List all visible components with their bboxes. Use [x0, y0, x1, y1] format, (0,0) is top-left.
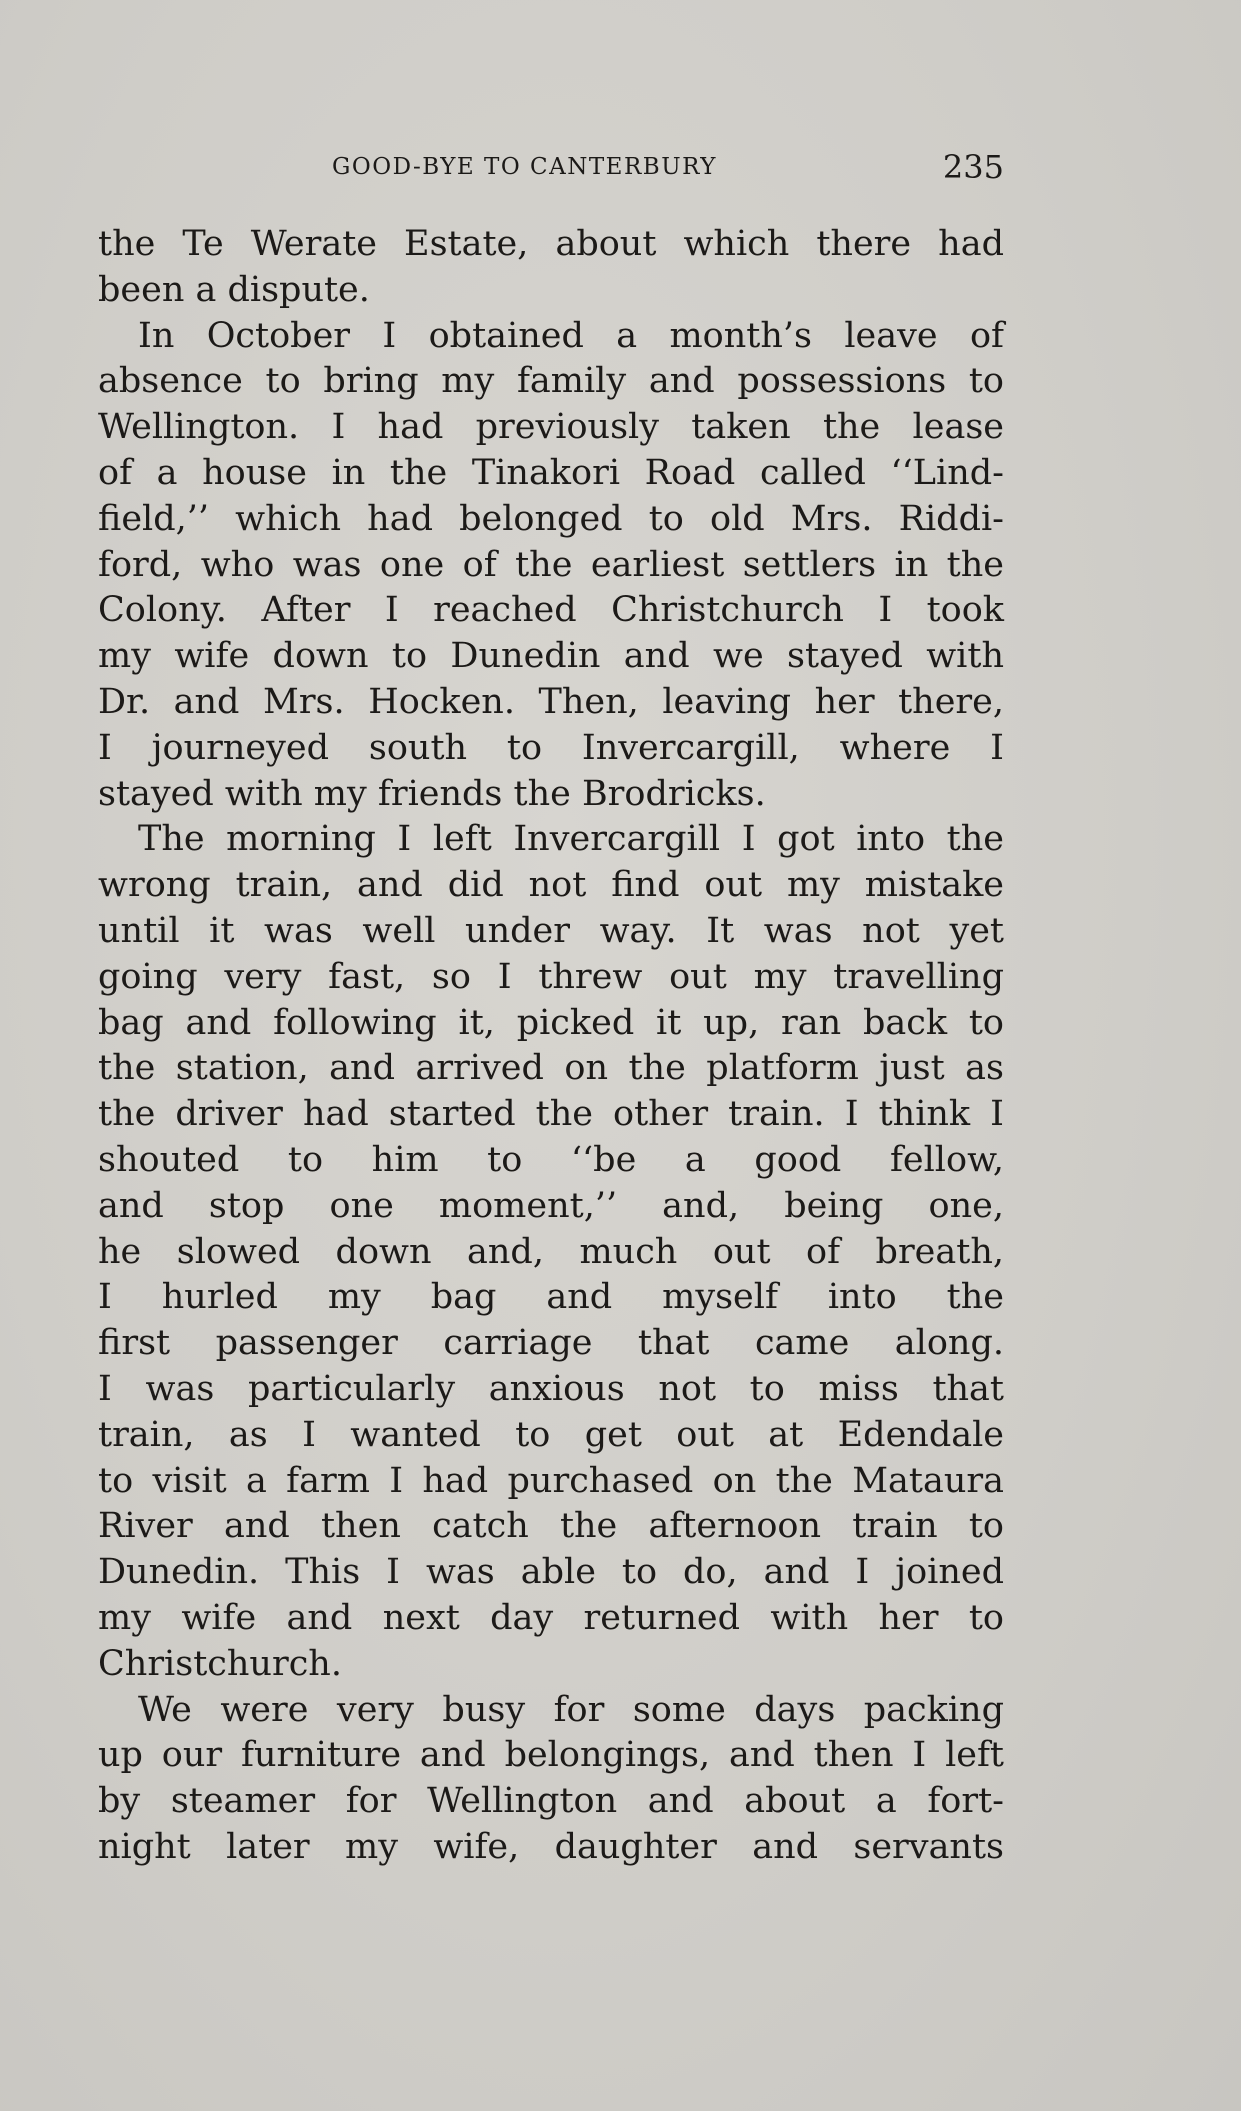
text-line: I was particularly anxious not to miss that — [98, 1368, 1004, 1409]
text-line: my wife and next day returned with her to — [98, 1597, 1004, 1638]
text-line: Colony. After I reached Christchurch I took — [98, 590, 1004, 631]
text-line: and stop one moment,’’ and, being one, — [98, 1185, 1004, 1226]
page-header — [98, 148, 1004, 188]
text-line: bag and following it, picked it up, ran back to — [98, 1002, 1004, 1043]
text-line: Wellington. I had previously taken the lease — [98, 407, 1004, 448]
text-line: up our furniture and belongings, and then I left — [98, 1735, 1004, 1776]
text-line: Dr. and Mrs. Hocken. Then, leaving her there, — [98, 681, 1004, 722]
running-head: GOOD-BYE TO CANTERBURY — [332, 154, 717, 180]
text-line: absence to bring my family and possessions to — [98, 361, 1004, 402]
text-line: Christchurch. — [98, 1643, 342, 1684]
text-line: shouted to him to ‘‘be a good fellow, — [98, 1139, 1004, 1180]
text-line: River and then catch the afternoon train to — [98, 1506, 1004, 1547]
text-line: We were very busy for some days packing — [138, 1689, 1004, 1730]
text-line: wrong train, and did not find out my mistake — [98, 865, 1004, 906]
text-line: he slowed down and, much out of breath, — [98, 1231, 1004, 1272]
text-line: The morning I left Invercargill I got into the — [138, 819, 1004, 860]
text-line: the station, and arrived on the platform just as — [98, 1048, 1004, 1089]
text-line: to visit a farm I had purchased on the Mataura — [98, 1460, 1004, 1501]
text-line: I hurled my bag and myself into the — [98, 1277, 1004, 1318]
text-line: the driver had started the other train. I think I — [98, 1094, 1004, 1135]
page-number: 235 — [942, 148, 1004, 186]
text-line: of a house in the Tinakori Road called ‘‘Lind- — [98, 452, 1004, 493]
text-line: stayed with my friends the Brodricks. — [98, 773, 766, 814]
text-line: train, as I wanted to get out at Edendale — [98, 1414, 1004, 1455]
text-line: my wife down to Dunedin and we stayed with — [98, 636, 1004, 677]
text-line: Dunedin. This I was able to do, and I joined — [98, 1552, 1004, 1593]
text-line: going very fast, so I threw out my travelling — [98, 956, 1004, 997]
text-line: In October I obtained a month’s leave of — [138, 315, 1004, 356]
text-line: by steamer for Wellington and about a fort- — [98, 1781, 1004, 1822]
text-line: I journeyed south to Invercargill, where I — [98, 727, 1004, 768]
text-line: field,’’ which had belonged to old Mrs. Riddi- — [98, 498, 1004, 539]
text-line: first passenger carriage that came along. — [98, 1323, 1004, 1364]
text-line: been a dispute. — [98, 269, 370, 310]
text-line: ford, who was one of the earliest settlers in the — [98, 544, 1004, 585]
text-line: night later my wife, daughter and servants — [98, 1826, 1004, 1867]
text-line: until it was well under way. It was not yet — [98, 910, 1004, 951]
body-text — [98, 222, 1004, 1871]
text-line: the Te Werate Estate, about which there had — [98, 224, 1004, 264]
